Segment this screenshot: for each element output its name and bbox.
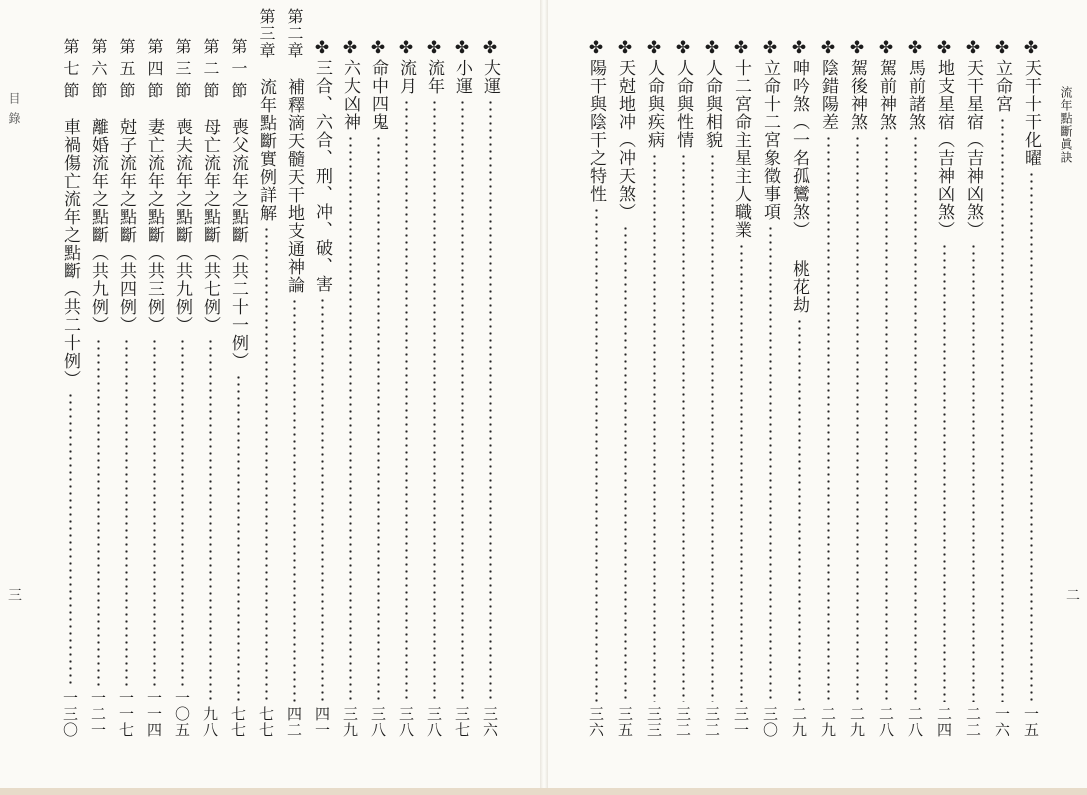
toc-entry[interactable]: [450, 38, 474, 738]
leader-dots: [153, 338, 156, 686]
section-label: 第五節: [117, 38, 136, 104]
toc-entry-title: ✤陰錯陽差: [818, 38, 838, 131]
toc-entry-page: 二四: [935, 706, 953, 738]
leader-dots: [914, 135, 917, 702]
toc-entry[interactable]: [478, 38, 502, 738]
toc-entry-title: ✤駕前神煞: [876, 38, 896, 131]
toc-section-entry[interactable]: [86, 118, 110, 738]
toc-entry[interactable]: [845, 38, 869, 738]
leader-dots: [595, 207, 598, 702]
toc-entry[interactable]: [903, 38, 927, 738]
leader-dots: [1030, 171, 1033, 702]
toc-entry-page: 二八: [906, 706, 924, 738]
toc-entry-title: ✤馬前諸煞: [905, 38, 925, 131]
toc-entry[interactable]: [366, 38, 390, 738]
chapter-label: 第三章: [257, 8, 276, 59]
toc-entry-page: 三七: [453, 706, 471, 738]
toc-entry-title: ✤天尅地冲（冲天煞）: [615, 38, 635, 221]
toc-entry[interactable]: [729, 38, 753, 738]
toc-entry[interactable]: [310, 38, 334, 738]
toc-entry-title: ✤流年: [424, 38, 444, 95]
toc-entry-title: 離婚流年之點斷（共九例）: [88, 118, 108, 334]
toc-entry[interactable]: [932, 38, 956, 738]
toc-entry-page: 七七: [229, 706, 247, 738]
leader-dots: [943, 243, 946, 702]
toc-section-entry[interactable]: [198, 118, 222, 738]
toc-entry-title: 母亡流年之點斷（共七例）: [200, 118, 220, 334]
toc-entry-page: 三六: [481, 706, 499, 738]
running-title-left: 目錄: [7, 92, 21, 132]
toc-entry-page: 一五: [1022, 706, 1040, 738]
toc-entry-title: 妻亡流年之點斷（共三例）: [144, 118, 164, 334]
toc-entry-page: 三一: [732, 706, 750, 738]
page-number-left: 三: [8, 588, 22, 604]
leader-dots: [125, 338, 128, 686]
page-number-right: 二: [1066, 588, 1080, 604]
toc-entry-page: 四一: [313, 706, 331, 738]
toc-entry-page: 三八: [425, 706, 443, 738]
toc-entry-page: 三六: [587, 706, 605, 738]
leader-dots: [653, 153, 656, 702]
leader-dots: [711, 153, 714, 702]
toc-entry-title: 補釋滴天髓天干地支通神論: [284, 78, 304, 294]
toc-chapter-entry[interactable]: [282, 78, 306, 738]
toc-entry-page: 一一七: [117, 690, 135, 738]
leader-dots: [885, 135, 888, 702]
page-edge: [0, 788, 1087, 795]
leader-dots: [321, 297, 324, 702]
toc-entry-title: ✤小運: [452, 38, 472, 95]
leader-dots: [97, 338, 100, 686]
toc-entry-page: 三二: [703, 706, 721, 738]
toc-entry-page: 二二: [964, 706, 982, 738]
toc-entry-title: ✤命中四鬼: [368, 38, 388, 131]
toc-entry-page: 九八: [201, 706, 219, 738]
leader-dots: [69, 392, 72, 686]
chapter-label: 第二章: [285, 8, 304, 59]
leader-dots: [972, 243, 975, 702]
toc-entry-title: ✤陽干與陰干之特性: [586, 38, 606, 203]
toc-entry-page: 三三: [645, 706, 663, 738]
toc-entry-page: 二九: [848, 706, 866, 738]
toc-entry-title: ✤流月: [396, 38, 416, 95]
leader-dots: [181, 338, 184, 686]
toc-entry-title: ✤六大凶神: [340, 38, 360, 131]
leader-dots: [377, 135, 380, 702]
toc-entry[interactable]: [1019, 38, 1043, 738]
toc-entry[interactable]: [422, 38, 446, 738]
toc-section-entry[interactable]: [170, 118, 194, 738]
leader-dots: [682, 153, 685, 702]
toc-entry-page: 三八: [369, 706, 387, 738]
leader-dots: [265, 226, 268, 702]
toc-entry-page: 七七: [257, 706, 275, 738]
leader-dots: [405, 99, 408, 702]
leader-dots: [349, 135, 352, 702]
toc-section-entry[interactable]: [142, 118, 166, 738]
toc-entry-page: 三二: [674, 706, 692, 738]
toc-entry[interactable]: [990, 38, 1014, 738]
toc-entry-title: 流年點斷實例詳解: [256, 78, 276, 222]
toc-entry-page: 一六: [993, 706, 1011, 738]
toc-entry-page: 一〇五: [173, 690, 191, 738]
toc-entry[interactable]: [613, 38, 637, 738]
leader-dots: [740, 243, 743, 702]
toc-entry-title: ✤人命與疾病: [644, 38, 664, 149]
leader-dots: [461, 99, 464, 702]
toc-entry-title: ✤立命宮: [992, 38, 1012, 113]
toc-entry[interactable]: [961, 38, 985, 738]
toc-entry-title: 車禍傷亡流年之點斷（共二十例）: [60, 118, 80, 388]
toc-entry[interactable]: [671, 38, 695, 738]
section-label: 第七節: [61, 38, 80, 104]
toc-entry-title: ✤大運: [480, 38, 500, 95]
toc-entry-page: 二八: [877, 706, 895, 738]
toc-entry-page: 三五: [616, 706, 634, 738]
toc-section-entry[interactable]: [58, 118, 82, 738]
toc-entry-title: ✤立命十二宮象徵事項: [760, 38, 780, 221]
toc-entry[interactable]: [700, 38, 724, 738]
toc-entry-page: 二九: [819, 706, 837, 738]
section-label: 第一節: [229, 38, 248, 104]
leader-dots: [624, 225, 627, 702]
book-gutter: [540, 0, 548, 788]
leader-dots: [769, 225, 772, 702]
toc-entry-title: ✤三合、六合、刑、冲、破、害: [312, 38, 332, 293]
toc-entry-title: 喪父流年之點斷（共二十一例）: [228, 118, 248, 370]
toc-entry[interactable]: [394, 38, 418, 738]
toc-entry-page: 一二一: [89, 690, 107, 738]
toc-entry[interactable]: [874, 38, 898, 738]
section-label: 第二節: [201, 38, 220, 104]
toc-entry-title: ✤十二宮命主星主人職業: [731, 38, 751, 239]
leader-dots: [856, 135, 859, 702]
leader-dots: [293, 298, 296, 702]
toc-entry[interactable]: [758, 38, 782, 738]
toc-entry-title: ✤駕後神煞: [847, 38, 867, 131]
leader-dots: [433, 99, 436, 702]
leader-dots: [1001, 117, 1004, 702]
section-label: 第六節: [89, 38, 108, 104]
section-label: 第三節: [173, 38, 192, 104]
toc-entry-title: 尅子流年之點斷（共四例）: [116, 118, 136, 334]
leader-dots: [827, 135, 830, 702]
toc-entry-title: ✤天干十干化曜: [1021, 38, 1041, 167]
leader-dots: [209, 338, 212, 702]
toc-entry[interactable]: [584, 38, 608, 738]
toc-chapter-entry[interactable]: [254, 78, 278, 738]
toc-entry-page: 三〇: [761, 706, 779, 738]
toc-entry-page: 三九: [341, 706, 359, 738]
toc-section-entry[interactable]: [226, 118, 250, 738]
toc-entry-title: ✤人命與相貌: [702, 38, 722, 149]
toc-entry-page: 二九: [790, 706, 808, 738]
leader-dots: [798, 318, 801, 702]
toc-entry[interactable]: [787, 38, 811, 738]
toc-entry-page: 三八: [397, 706, 415, 738]
section-label: 第四節: [145, 38, 164, 104]
toc-entry-page: 一一四: [145, 690, 163, 738]
toc-entry-title: ✤呻吟煞（一名孤鸞煞） 桃花劫: [789, 38, 809, 314]
toc-entry[interactable]: [338, 38, 362, 738]
toc-entry-title: ✤地支星宿（吉神凶煞）: [934, 38, 954, 239]
running-title-right: 流年點斷眞訣: [1059, 86, 1073, 164]
toc-entry[interactable]: [816, 38, 840, 738]
leader-dots: [237, 374, 240, 702]
toc-entry-page: 四二: [285, 706, 303, 738]
toc-section-entry[interactable]: [114, 118, 138, 738]
toc-entry[interactable]: [642, 38, 666, 738]
toc-entry-title: ✤人命與性情: [673, 38, 693, 149]
toc-entry-title: ✤天干星宿（吉神凶煞）: [963, 38, 983, 239]
toc-entry-page: 一三〇: [61, 690, 79, 738]
leader-dots: [489, 99, 492, 702]
toc-entry-title: 喪夫流年之點斷（共九例）: [172, 118, 192, 334]
